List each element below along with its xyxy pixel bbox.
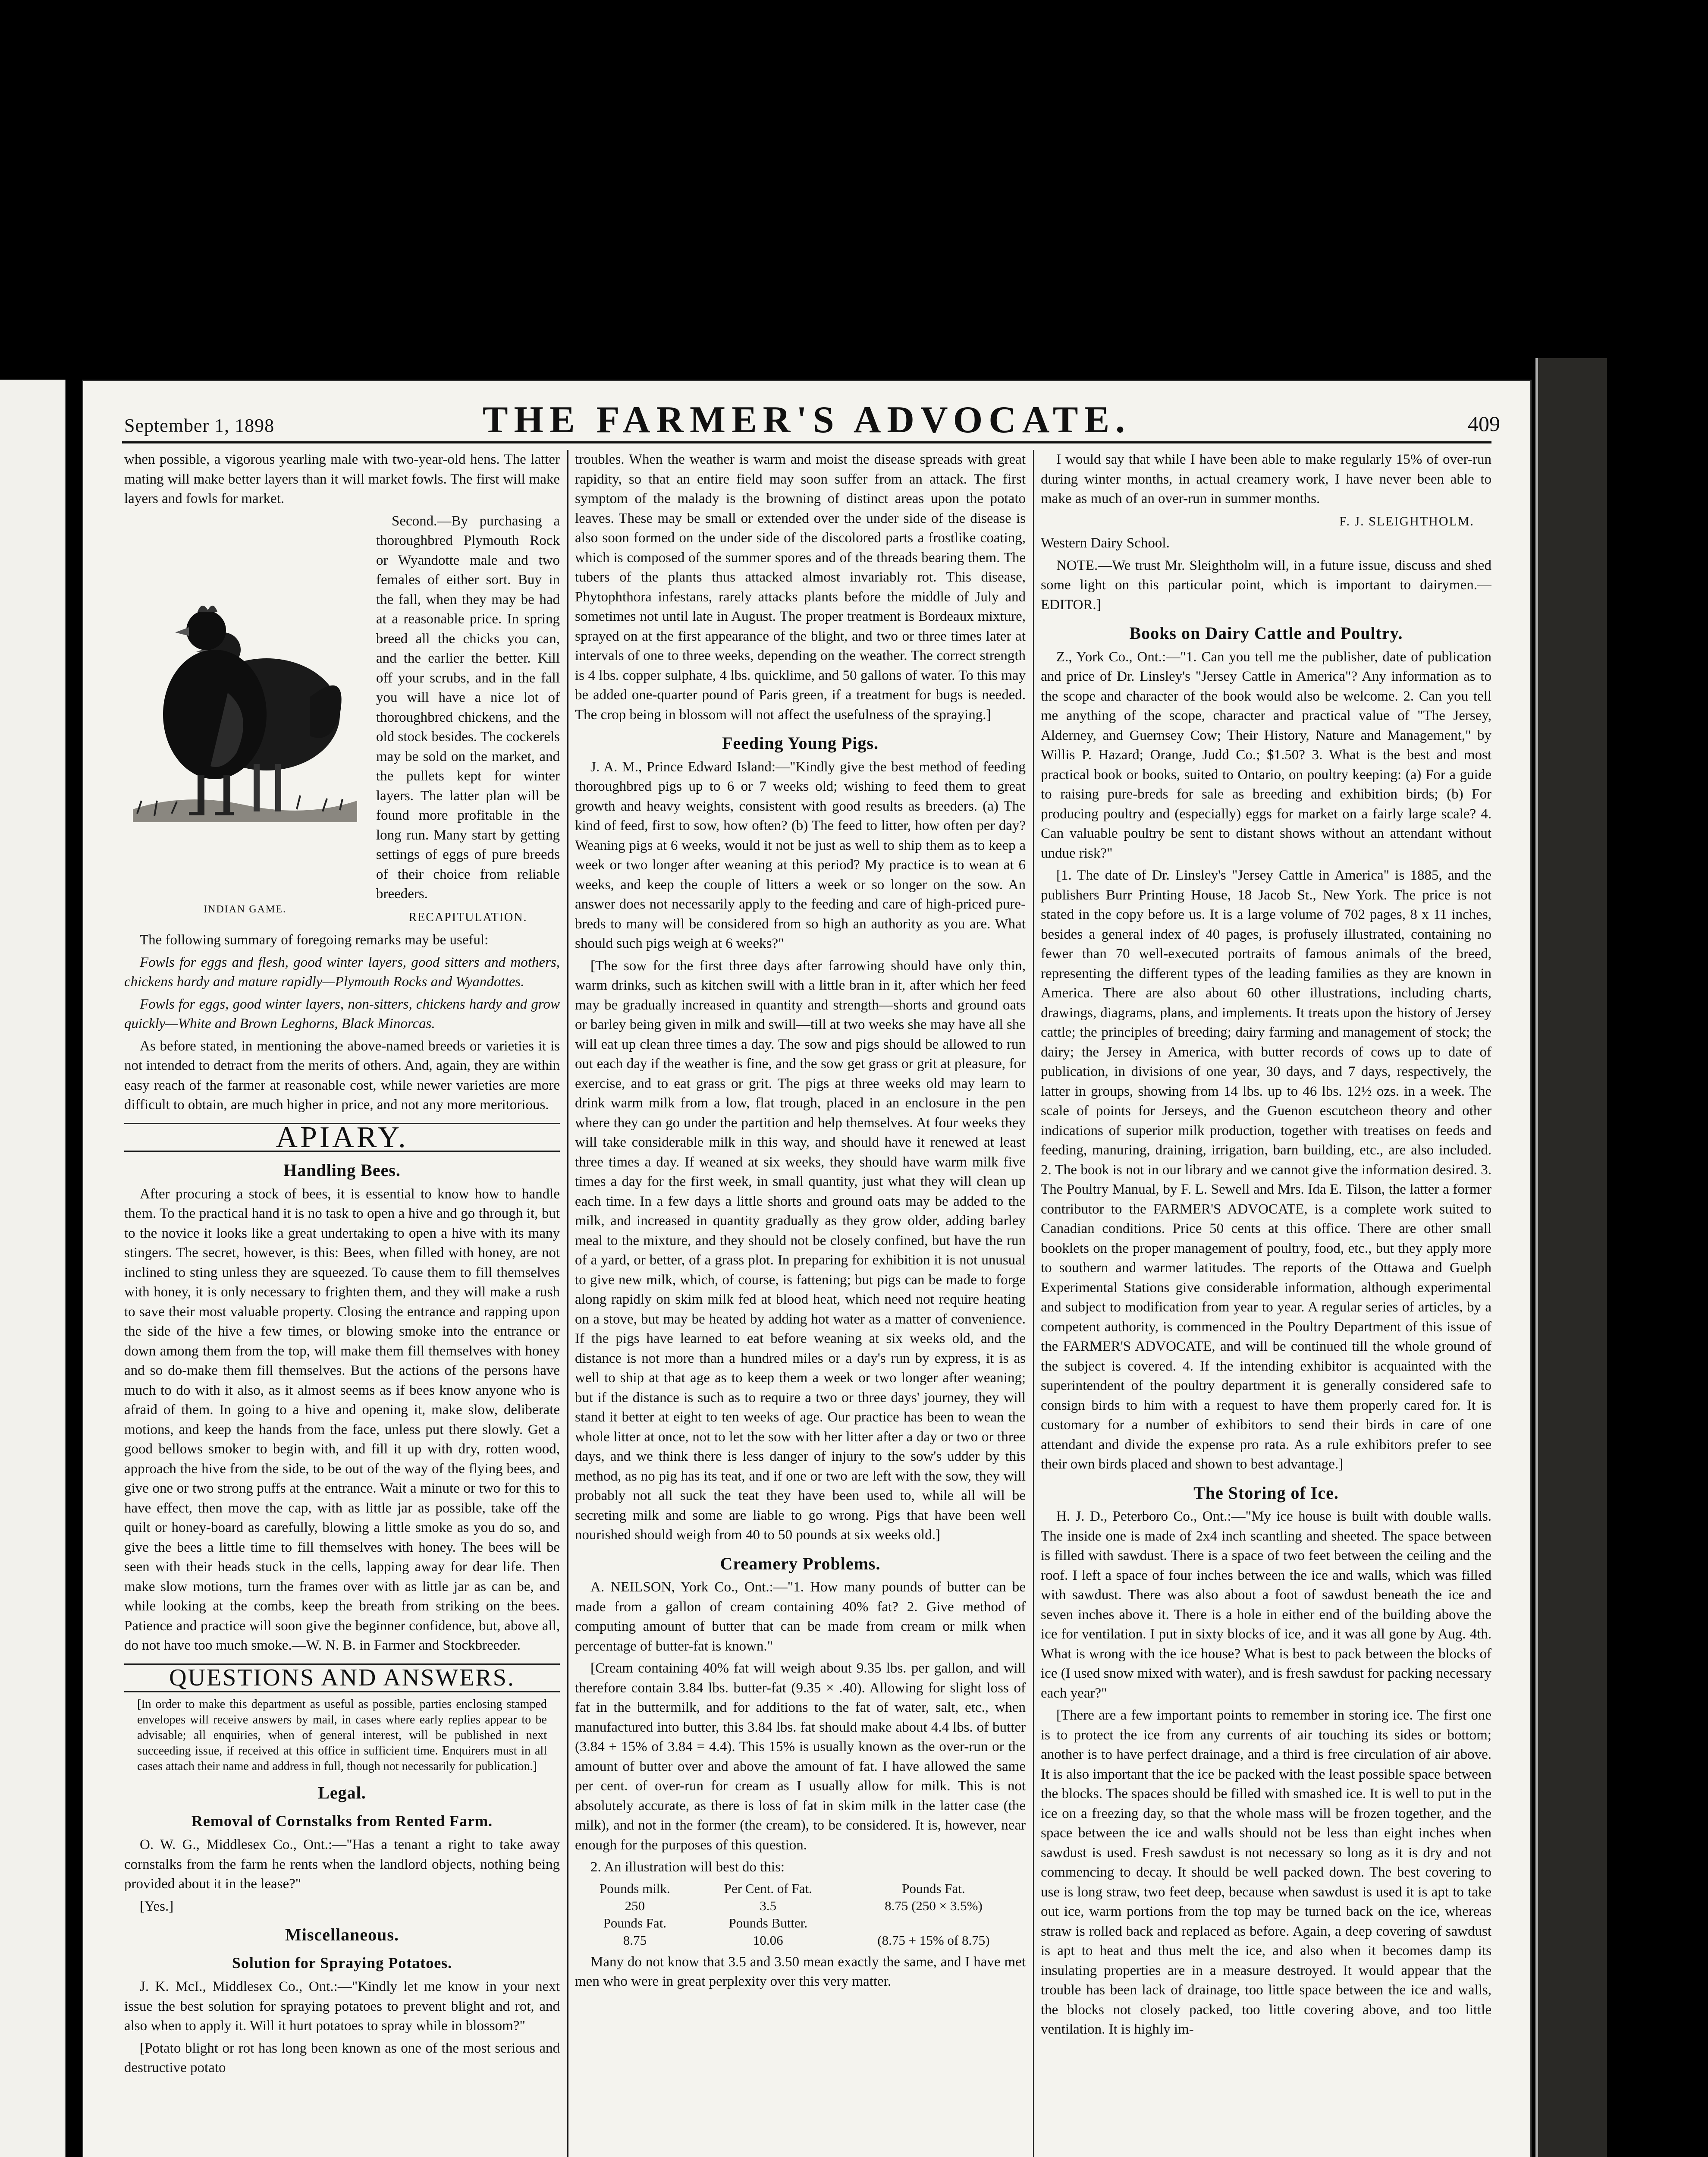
column-1 [124,450,560,2157]
handling-bees-text: After procuring a stock of bees, it is essential to know how to handle them. To the practical hand it is no task to open a hive and go through it, but to the novice it looks like a great undertaking to open a hive with its many stingers. The secret, however, is this: Bees, when filled with honey, are not inclined to sting unless they are squeezed. To cause them to fill themselves with honey, it is only necessary to frighten them, and they will make a rush to save their most valuable property. Closing the entrance and rapping upon the side of the hive a few times, or blowing smoke into the entrance or down among them from the top, will make them fill themselves with honey and so do-make them fill themselves. But the actions of the persons have much to do with it also, as it almost seems as if bees know anyone who is afraid of them. In going to a hive and opening it, make slow, deliberate motions, and keep the hands from the face, unless put there slowly. Get a good bellows smoker to begin with, and fill it up with dry, rotten wood, approach the hive from the side, to be out of the way of the flying bees, and give one or two strong puffs at the entrance. Wait a minute or two for this to have effect, then move the cap, with as little jar as possible, take off the quilt or honey-board as carefully, blowing a little smoke as you do so, and give the bees a little time to fill themselves with honey. The bees will be seen with their heads stuck in the cells, lapping away for dear life. Then make slow motions, turn the frames over with as little jar as can be, and while looking at the combs, keep the breath from striking on the bees. Patience and practice will soon give the beginner confidence, but, above all, do not have too much smoke.—W. N. B. in Farmer and Stockbreeder. [124,1186,560,1653]
poultry-para-5: Fowls for eggs, good winter layers, non-sitters, chickens hardy and grow quickly—White and Brown Leghorns, Black Minorcas. [124,996,560,1031]
book-binding-edge [1535,358,1607,2157]
apiary-section-title: APIARY. [124,1123,560,1152]
table-cell [841,1915,1026,1932]
qa-notice: [In order to make this department as useful as possible, parties enclosing stamped envelopes will receive answers by mail, in cases where early replies appear to be advisable; all enquiries, when of general interest, will be published in next succeeding issue, if received at this office in sufficient time. Enquirers must in all cases attach their name and address in full, though not necessarily for publication.] [137,1698,547,1773]
table-cell: 8.75 (250 × 3.5%) [885,1898,983,1913]
table-row [575,1915,1026,1932]
table-cell: Pounds Butter. [728,1915,808,1931]
spraying-potatoes-question: J. K. McI., Middlesex Co., Ont.:—"Kindly let me know in your next issue the best solution for spraying potatoes to prevent blight and rot, and also when to apply it. Will it hurt potatoes to spray while in blossom?" [124,1979,560,2034]
indian-game-illustration [124,512,366,900]
table-cell: 3.5 [760,1898,777,1913]
poultry-para-4: Fowls for eggs and flesh, good winter layers, good sitters and mothers, chickens hardy and mature rapidly—Plymouth Rocks and Wyandottes. [124,954,560,990]
spraying-potatoes-heading: Solution for Spraying Potatoes. [232,1954,452,1971]
poultry-para-2: Second.—By purchasing a thoroughbred Plymouth Rock or Wyandotte male and two females of either sort. Buy in the fall, when they may be had at a reasonable price. In spring breed all the chicks you can, and the earlier the better. Kill off your scrubs, and in the fall you will have a nice lot of thoroughbred chickens, and the old stock besides. The cockerels may be sold on the market, and the pullets kept for winter layers. The latter plan will be found more profitable in the long run. Many start by getting settings of eggs of pure breeds of their choice from reliable breeders. [376,513,560,902]
storing-ice-answer: [There are a few important points to remember in storing ice. The first one is to protect the ice from any currents of air touching its sides or bottom; another is to have perfect drainage, and a third is free circulation of air above. It is also important that the ice be packed with the least possible space between the blocks. The spaces should be filled with smashed ice. It is well to put in the ice on a freezing day, so that the whole mass will be frozen together, and the space between the ice and walls should not be less than eight inches when sawdust is used. Fresh sawdust is not necessary so long as it is dry and not commencing to decay. It should be well packed down. The best covering to use is long straw, two feet deep, because when sawdust is used it is apt to take out ice, warm portions from the top may be turned back on the ice, whereas straw is rolled back and replaced as before. Again, a deep covering of sawdust is apt to heat and thus melt the ice, and also when it becomes damp its insulating properties are in a measure destroyed. It would appear that the trouble has been lack of drainage, too little space between the ice and walls, the blocks not closely packed, too little covering above, and too little ventilation. It is highly im- [1041,1707,1491,2037]
feeding-pigs-answer: [The sow for the first three days after farrowing should have only thin, warm drinks, such as kitchen swill with a little bran in it, after which her feed may be gradually increased in quantity and strength—shorts and ground oats or barley being given in milk and swill—till at two weeks she may have all she will eat up clean three times a day. The sow and pigs should be allowed to run out each day if the weather is fine, and the sow get grass or grit at pleasure, for exercise, and to eat grass or grit. The pigs at three weeks old may learn to drink warm milk from a low, flat trough, placed in an enclosure in the pen where they can go under the partition and help themselves. At four weeks they will take considerable milk in this way, and should have it renewed at least three times a day. If weaned at six weeks, they should have warm milk five times a day for the first week, in small quantity, just what they will clean up each time. In a few days a little shorts and ground oats may be added to the milk, and increased in quantity gradually as they grow older, adding barley meal to the mixture, and they should not be closely confined, but have the run of a yard, or better, of a grass plot. In preparing for exhibition it is not unusual to give new milk, which, of course, is fattening; but pigs can be made to forge along rapidly on skim milk fed at blood heat, which need not require heating on a stove, but may be heated by adding hot water as a matter of convenience. If the pigs have learned to eat before weaning at six weeks old, and the distance is not more than a hundred miles or a day's run by express, it is as well to ship at that age as to keep them a week or two longer after weaning; but if the distance is such as to require a two or three days' journey, they will stand it better at eight to ten weeks of age. Our practice has been to wean the whole litter at once, not to let the sow with her litter after a day or two or three days, and we think there is less danger of injury to the sow's udder by this method, as no pig has its teat, and if one or two are left with the sow, they will probably not all suck the teat they have been used to, while all will be secreting milk and some are liable to go wrong. Pigs that have been well nourished should weigh from 40 to 50 pounds at six weeks old.] [575,958,1026,1543]
creamery-answer-2: 2. An illustration will best do this: [590,1859,785,1875]
issue-date: September 1, 1898 [124,415,275,436]
table-cell: 10.06 [753,1932,783,1948]
legal-heading: Legal. [318,1783,366,1802]
questions-answers-title: QUESTIONS AND ANSWERS. [124,1663,560,1693]
table-cell: Pounds Fat. [902,1880,965,1896]
cornstalks-answer: [Yes.] [140,1898,174,1914]
butter-calc-table [575,1880,1026,1949]
running-head [83,381,1530,446]
page-number: 409 [1468,412,1500,436]
table-row [575,1932,1026,1949]
recapitulation-heading: RECAPITULATION. [408,910,527,924]
potato-blight-continued: troubles. When the weather is warm and moist the disease spreads with great rapidity, so that an entire field may soon suffer from an attack. The first symptom of the malady is the browning of distinct areas upon the potato leaves. These may be small or extended over the under side of the disease is also soon formed on the under side of the discolored parts a frostlike coating, which is composed of the summer spores and of the threads bearing them. The tubers of the plants thus attacked almost invariably rot. This disease, Phytophthora infestans, rarely attacks plants before the middle of July and sometimes not until late in August. The proper treatment is Bordeaux mixture, sprayed on at the first appearance of the blight, and two or three times later at intervals of one to three weeks, depending on the weather. The correct strength is 4 lbs. copper sulphate, 4 lbs. quicklime, and 50 gallons of water. To this may be added one-quarter pound of Paris green, if a treatment for bugs is needed. The crop being in blossom will not affect the usefulness of the spraying.] [575,452,1026,723]
creamery-answer: [Cream containing 40% fat will weigh about 9.35 lbs. per gallon, and will therefore contain 3.84 lbs. butter-fat (9.35 × .40). Allowing for slight loss of fat in the buttermilk, and for additions to the fat of water, salt, etc., when manufactured into butter, this 3.84 lbs. fat should make about 4.4 lbs. of butter (3.84 + 15% of 3.84 = 4.4). This 15% is usually known as the over-run or the amount of butter over and above the amount of fat. I have allowed the same per cent. of over-run for cream as I usually allow for milk. This is not absolutely accurate, as there is loss of fat in skim milk in the latter case (the milk), and not in the former (the cream), to be considered. It is, however, near enough for the purposes of this question. [575,1660,1026,1853]
table-cell: Per Cent. of Fat. [724,1880,812,1896]
masthead-title: THE FARMER'S ADVOCATE. [482,399,1131,441]
newspaper-page [82,380,1532,2157]
creamery-problems-heading: Creamery Problems. [720,1553,881,1573]
books-answer: [1. The date of Dr. Linsley's "Jersey Cattle in America" is 1885, and the publishers Burr Printing House, 18 Jacob St., New York. The price is not stated in the copy before us. It is a large volume of 702 pages, 8 x 11 inches, besides a general index of 40 pages, is profusely illustrated, containing no fewer than 70 well-executed portraits of famous animals of the breed, representing the different types of the leading families as they are known in America. There are also about 60 other illustrations, including charts, drawings, diagrams, plans, and implements. It treats upon the history of Jersey cattle; the principles of breeding; dairy farming and management of stock; the dairy; the Jersey in America, with butter records of cows up to date of publication, in divisions of one year, 30 days, and 7 days, respectively, the latter in groups, showing from 14 lbs. up to 46 lbs. 12½ ozs. in a week. The scale of points for Jerseys, and the Guenon escutcheon theory and other indications of superior milk production, together with treatises on feeds and feeding, manuring, draining, irrigation, barn building, etc., are also included. 2. The book is not in our library and we cannot give the information desired. 3. The Poultry Manual, by F. L. Sewell and Mrs. Ida E. Tilson, the latter a former contributor to the FARMER'S ADVOCATE, is a complete work suited to Canadian conditions. Price 50 cents at this office. There are other small booklets on the proper management of poultry, food, etc., but they apply more to southern and warmer latitudes. The reports of the Ottawa and Guelph Experimental Stations give considerable information, although experimental and subject to modification from year to year. A regular series of articles, by a competent authority, is commenced in the Poultry Department of this issue of the FARMER'S ADVOCATE, and will be continued till the whole ground of the subject is covered. 4. If the intending exhibitor is acquainted with the superintendent of the poultry department it is generally considered safe to consign birds to him with a request to have them properly cared for. It is customary for a number of exhibitors to send their birds in care of one attendant and divide the expense pro rata. As a rule exhibitors prefer to see their own birds placed and shown to best advantage.] [1041,868,1491,1472]
creamery-answer-3: Many do not know that 3.5 and 3.50 mean exactly the same, and I have met men who were in great perplexity over this very matter. [575,1954,1026,1989]
left-page-edge [0,380,66,2157]
column-2 [575,450,1026,2157]
table-cell: Pounds milk. [600,1880,670,1896]
indian-game-figure [124,512,366,926]
handling-bees-heading: Handling Bees. [283,1160,401,1180]
western-dairy-school: Western Dairy School. [1041,535,1170,551]
spraying-potatoes-answer: [Potato blight or rot has long been known as one of the most serious and destructive potato [124,2040,560,2075]
column-3 [1041,450,1491,2157]
table-cell: 250 [625,1898,645,1913]
feeding-pigs-question: J. A. M., Prince Edward Island:—"Kindly give the best method of feeding thoroughbred pigs up to 6 or 7 weeks old; wishing to feed them to great growth and heavy weights, consistent with good results as breeders. (a) The kind of feed, first to sow, how often? (b) The feed to litter, how often per day? Weaning pigs at 6 weeks, would it not be just as well to ship them as to keep a week or two longer after weaning at this period? My practice is to wean at 6 weeks, and keep the couple of litters a week or so longer on the sow. An answer does not necessarily apply to the feeding and care of high-priced pure-breds to many will be considered from so high an authority as you are. What should such pigs weigh at 6 weeks?" [575,759,1026,951]
books-heading: Books on Dairy Cattle and Poultry. [1129,623,1403,643]
table-cell: 8.75 [623,1932,647,1948]
cornstalks-heading: Removal of Cornstalks from Rented Farm. [191,1812,493,1830]
table-row [575,1897,1026,1915]
figure-caption: INDIAN GAME. [204,904,286,915]
signature-sleightholm: F. J. SLEIGHTHOLM. [1339,514,1474,528]
books-question: Z., York Co., Ont.:—"1. Can you tell me the publisher, date of publication and price of Dr. Linsley's "Jersey Cattle in America"? Any information as to the scope and character of the book would also be welcome. 2. Can you tell me anything of the scope, character and practical value of "The Jersey, Alderney, and Guernsey Cow; Their History, Nature and Management," by Willis P. Hazard; Orange, Judd Co.; $1.50? 3. What is the best and most practical book or books, suited to Ontario, on poultry keeping: (a) For a guide to raising pure-breds for sale as breeding and exhibition birds; (b) For producing poultry and (especially) eggs for market on a fairly large scale? 4. Can valuable poultry be sent to distant shows without an attendant without undue risk?" [1041,649,1491,861]
editor-note: NOTE.—We trust Mr. Sleightholm will, in a future issue, discuss and shed some light on this particular point, which is important to dairymen.—EDITOR.] [1041,557,1491,613]
miscellaneous-heading: Miscellaneous. [285,1925,399,1944]
overrun-para: I would say that while I have been able to make regularly 15% of over-run during winter months, in actual creamery work, I have never been able to make as much of an over-run in summer months. [1041,452,1491,506]
table-cell: (8.75 + 15% of 8.75) [877,1932,990,1948]
storing-ice-question: H. J. D., Peterboro Co., Ont.:—"My ice house is built with double walls. The inside one is made of 2x4 inch scantling and sheeted. The space between is filled with sawdust. There is a space of two feet between the ceiling and the roof. I left a space of four inches between the ice and walls, which was filled with sawdust. There was also about a foot of sawdust beneath the ice and seven inches above it. There is a hole in either end of the building above the ice for ventilation. I put in sixty blocks of ice, and it was all gone by Aug. 4th. What is wrong with the ice house? What is best to pack between the blocks of ice (I used snow mixed with water), and is fresh sawdust for packing necessary each year?" [1041,1509,1491,1701]
creamery-question: A. NEILSON, York Co., Ont.:—"1. How many pounds of butter can be made from a gallon of cream containing 40% fat? 2. Give method of computing amount of butter that can be made from cream or milk when percentage of butter-fat is known." [575,1579,1026,1654]
column-rule-1 [567,450,568,2157]
poultry-para-1: when possible, a vigorous yearling male with two-year-old hens. The latter mating will make better layers than it will market fowls. The first will make layers and fowls for market. [124,452,560,506]
table-row [575,1880,1026,1897]
column-rule-2 [1033,450,1034,2157]
header-rule [122,441,1491,443]
poultry-para-3: The following summary of foregoing remarks may be useful: [140,932,489,948]
cornstalks-question: O. W. G., Middlesex Co., Ont.:—"Has a tenant a right to take away cornstalks from the farm he rents when the landlord objects, nothing being provided about it in the lease?" [124,1837,560,1892]
poultry-para-6: As before stated, in mentioning the above-named breeds or varieties it is not intended to detract from the merits of others. And, again, they are within easy reach of the farmer at reasonable cost, while newer varieties are more difficult to obtain, are much higher in price, and not any more meritorious. [124,1038,560,1113]
table-cell: Pounds Fat. [603,1915,667,1931]
storing-ice-heading: The Storing of Ice. [1193,1483,1339,1503]
feeding-pigs-heading: Feeding Young Pigs. [722,733,879,753]
